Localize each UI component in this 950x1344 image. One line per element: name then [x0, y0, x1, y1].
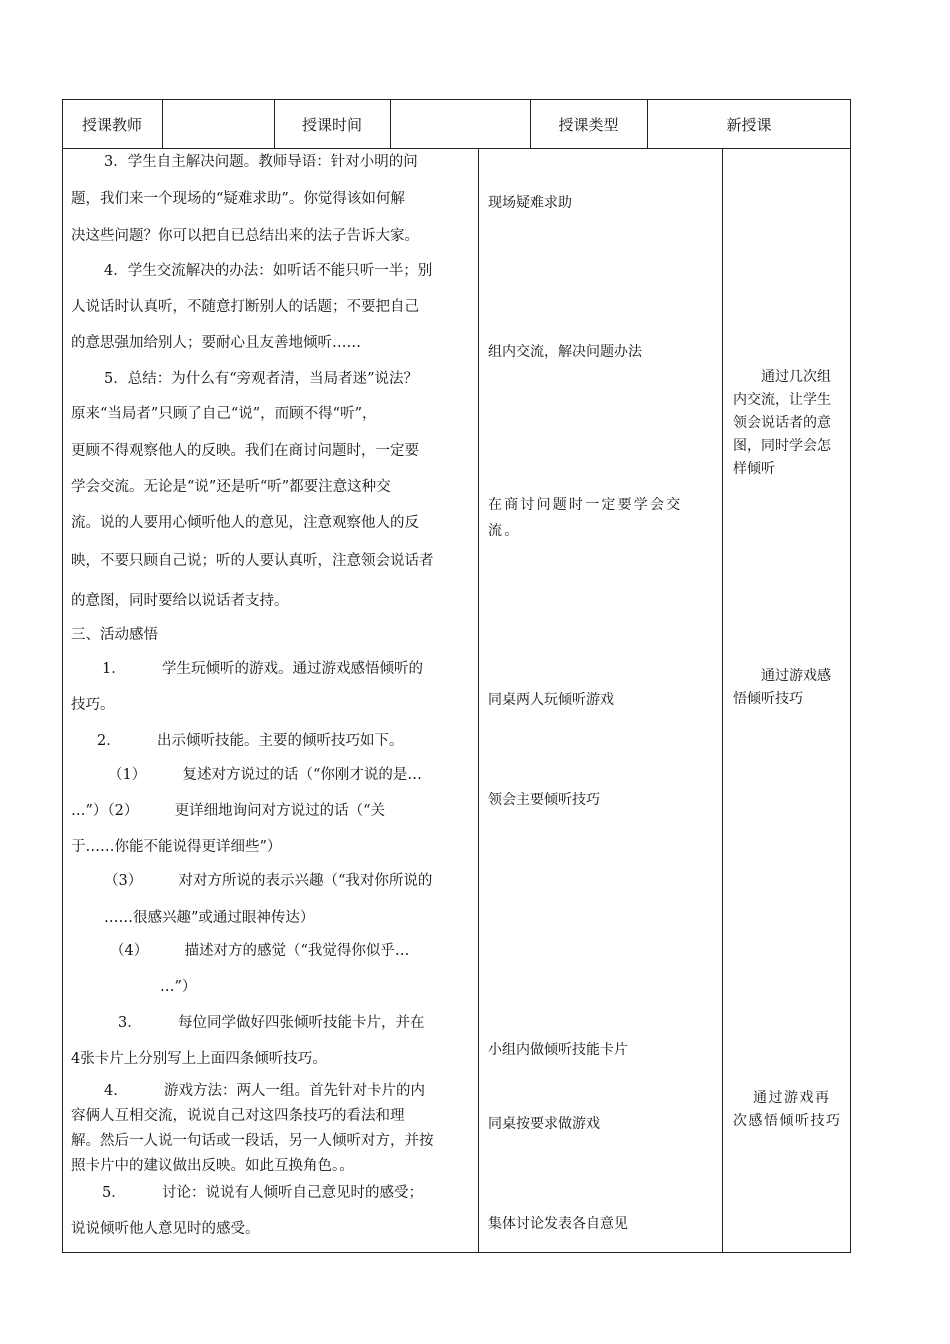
process-line: 映，不要只顾自己说；听的人要认真听，注意领会说话者: [71, 553, 434, 569]
teacher-label: 授课教师: [81, 115, 142, 134]
type-value: 新授课: [726, 115, 772, 134]
process-line: 3． 每位同学做好四张倾听技能卡片，并在: [118, 1015, 425, 1031]
process-line: 2． 出示倾听技能。主要的倾听技巧如下。: [97, 733, 404, 749]
process-line: 4． 游戏方法：两人一组。首先针对卡片的内: [104, 1083, 425, 1099]
process-line: 更顾不得观察他人的反映。我们在商讨问题时，一定要: [71, 443, 419, 459]
process-line: 3．学生自主解决问题。教师导语：针对小明的问: [104, 154, 418, 170]
activity-item: 在商讨问题时一定要学会交流。: [488, 497, 683, 539]
teacher-value: [162, 99, 274, 149]
process-line: （1） 复述对方说过的话（“你刚才说的是…: [108, 767, 422, 783]
design-intent: 通过游戏感悟倾听技巧: [733, 668, 831, 707]
process-line: 4张卡片上分别写上上面四条倾听技巧。: [71, 1051, 327, 1067]
process-line: …”）（2） 更详细地询问对方说过的话（“关: [71, 803, 386, 819]
process-line: 4．学生交流解决的办法：如听话不能只听一半；别: [104, 263, 433, 279]
process-line: （3） 对对方所说的表示兴趣（“我对你所说的: [104, 873, 433, 889]
process-line: ……很感兴趣”或通过眼神传达）: [104, 910, 315, 926]
activity-item: 同桌两人玩倾听游戏: [488, 692, 614, 708]
process-line: 决这些问题？你可以把自已总结出来的法子告诉大家。: [71, 228, 419, 244]
process-line: 的意思强加给别人；要耐心且友善地倾听……: [71, 335, 361, 351]
process-line: 于……你能不能说得更详细些”）: [71, 839, 282, 855]
activity-item: 领会主要倾听技巧: [488, 792, 600, 808]
process-line: 5．总结：为什么有“旁观者清，当局者迷”说法？: [104, 371, 419, 387]
process-line: 1． 学生玩倾听的游戏。通过游戏感悟倾听的: [102, 661, 423, 677]
process-line: 容俩人互相交流，说说自己对这四条技巧的看法和理: [71, 1108, 405, 1124]
body-col-divider: [478, 148, 479, 1253]
activity-item: 现场疑难求助: [488, 195, 572, 211]
activity-item: 集体讨论发表各自意见: [488, 1216, 628, 1232]
process-line: 流。说的人要用心倾听他人的意见，注意观察他人的反: [71, 515, 419, 531]
activity-item: 小组内做倾听技能卡片: [488, 1042, 628, 1058]
process-line: 原来“当局者”只顾了自己“说”，而顾不得“听”，: [71, 406, 377, 422]
process-line: 5． 讨论：说说有人倾听自己意见时的感受；: [102, 1185, 423, 1201]
process-line: 学会交流。无论是“说”还是听“听”都要注意这种交: [71, 479, 391, 495]
design-intent: 通过游戏再次感悟倾听技巧: [733, 1090, 842, 1129]
type-label: 授课类型: [558, 115, 619, 134]
process-line: （4） 描述对方的感觉（“我觉得你似乎…: [110, 943, 410, 959]
process-line: 说说倾听他人意见时的感受。: [71, 1221, 260, 1237]
process-line: 人说话时认真听，不随意打断别人的话题；不要把自己: [71, 299, 419, 315]
process-line: …”）: [160, 979, 197, 995]
activity-item: 同桌按要求做游戏: [488, 1116, 600, 1132]
section-heading: 三、活动感悟: [71, 627, 158, 643]
activity-item: 组内交流，解决问题办法: [488, 344, 642, 360]
process-line: 技巧。: [71, 697, 115, 713]
body-col-divider: [722, 148, 723, 1253]
process-line: 的意图，同时要给以说话者支持。: [71, 593, 289, 609]
process-line: 题，我们来一个现场的“疑难求助”。你觉得该如何解: [71, 191, 405, 207]
time-value: [390, 99, 530, 149]
process-line: 解。然后一人说一句话或一段话，另一人倾听对方，并按: [71, 1133, 434, 1149]
design-intent: 通过几次组内交流，让学生领会说话者的意图，同时学会怎样倾听: [733, 369, 831, 477]
time-label: 授课时间: [301, 115, 362, 134]
process-line: 照卡片中的建议做出反映。如此互换角色。。: [71, 1158, 354, 1174]
